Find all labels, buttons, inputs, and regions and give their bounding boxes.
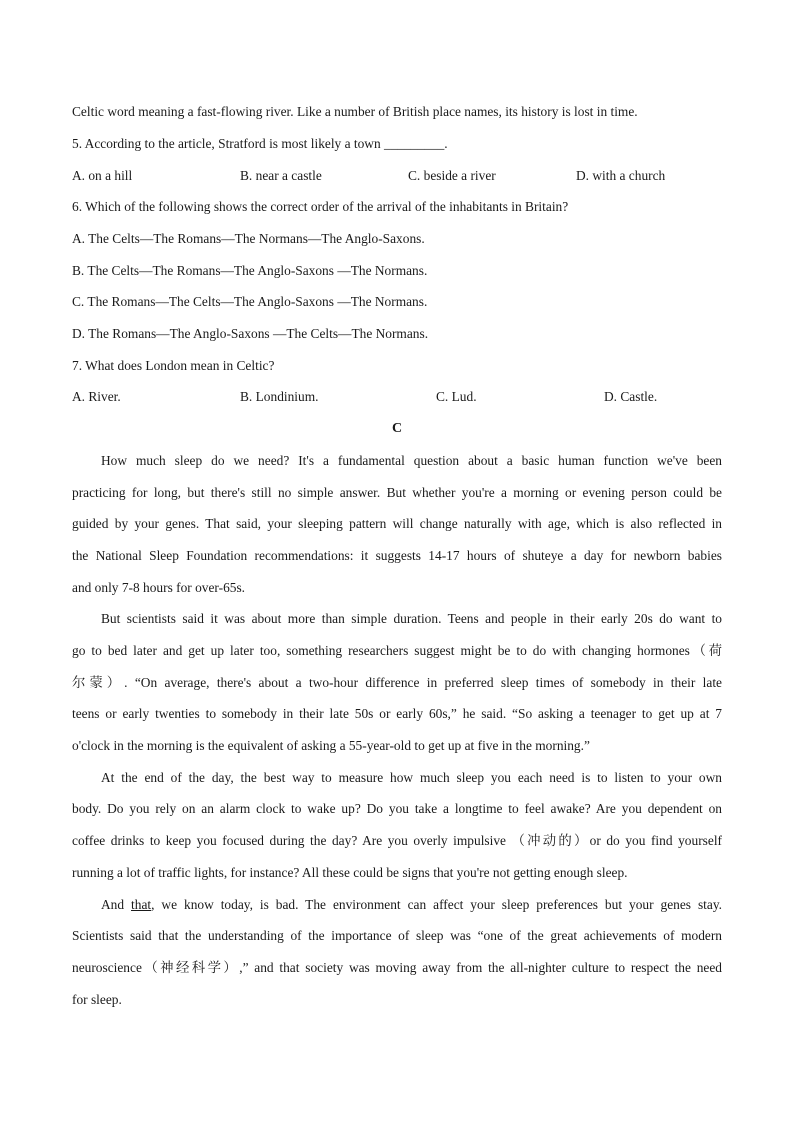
passage-c-p2-line-5: o'clock in the morning is the equivalent of asking a 55-year-old to get up at five in the morning.” — [72, 738, 590, 753]
question-6: 6. Which of the following shows the correct order of the arrival of the inhabitants in Britain? — [72, 199, 569, 214]
passage-b-last-line: Celtic word meaning a fast-flowing river. Like a number of British place names, its history is lost in time. — [72, 104, 638, 119]
q6-option-b: B. The Celts—The Romans—The Anglo-Saxons —The Normans. — [72, 263, 428, 278]
passage-c-p3-line-3: coffee drinks to keep you focused during the day? Are you overly impulsive （冲动的）or do you find yourself — [72, 833, 722, 848]
q5-option-d: D. with a church — [576, 168, 666, 183]
passage-c-p4-line-1 — [101, 895, 722, 915]
passage-c-p4-line-2: Scientists said that the understanding of the importance of sleep was “one of the great achievements of modern — [72, 928, 722, 943]
q6-option-c: C. The Romans—The Celts—The Anglo-Saxons —The Normans. — [72, 294, 428, 309]
passage-c-p2-line-2: go to bed later and get up later too, something researchers suggest might be to do with changing hormones（荷 — [72, 643, 722, 658]
section-title: C — [391, 421, 403, 436]
underlined-word-that: that — [131, 897, 152, 912]
passage-c-p1-line-1: How much sleep do we need? It's a fundamental question about a basic human function we've been — [101, 453, 722, 468]
q5-option-c: C. beside a river — [408, 168, 496, 183]
p4-intro: And — [101, 897, 132, 912]
q7-option-a: A. River. — [72, 389, 121, 404]
q7-option-c: C. Lud. — [436, 389, 477, 404]
passage-c-p1-line-4: the National Sleep Foundation recommendations: it suggests 14-17 hours of shuteye a day for newborn babies — [72, 548, 722, 563]
passage-c-p3-line-4: running a lot of traffic lights, for instance? All these could be signs that you're not getting enough sleep. — [72, 865, 628, 880]
q7-option-d: D. Castle. — [604, 389, 658, 404]
q7-option-b: B. Londinium. — [240, 389, 319, 404]
passage-c-p3-line-1: At the end of the day, the best way to measure how much sleep you each need is to listen to your own — [101, 770, 722, 785]
p4-rest: , we know today, is bad. The environment can affect your sleep preferences but your genes stay. — [151, 897, 722, 912]
passage-c-p4-line-3: neuroscience（神经科学）,” and that society was moving away from the all-nighter culture to respect the need — [72, 960, 722, 975]
question-7: 7. What does London mean in Celtic? — [72, 358, 275, 373]
passage-c-p1-line-3: guided by your genes. That said, your sleeping pattern will change naturally with age, which is also reflected in — [72, 516, 722, 531]
passage-c-p2-line-1: But scientists said it was about more than simple duration. Teens and people in their early 20s do want to — [101, 611, 722, 626]
q6-option-d: D. The Romans—The Anglo-Saxons —The Celts—The Normans. — [72, 326, 429, 341]
q5-option-a: A. on a hill — [72, 168, 133, 183]
passage-c-p1-line-5: and only 7-8 hours for over-65s. — [72, 580, 246, 595]
passage-c-p3-line-2: body. Do you rely on an alarm clock to wake up? Do you take a longtime to feel awake? Are you dependent on — [72, 801, 722, 816]
q6-option-a: A. The Celts—The Romans—The Normans—The Anglo-Saxons. — [72, 231, 425, 246]
passage-c-p2-line-4: teens or early twenties to somebody in their late 50s or early 60s,” he said. “So asking a teenager to get up at 7 — [72, 706, 722, 721]
passage-c-p1-line-2: practicing for long, but there's still no simple answer. But whether you're a morning or evening person could be — [72, 485, 722, 500]
question-5: 5. According to the article, Stratford is most likely a town _________. — [72, 136, 448, 151]
passage-c-p4-line-4: for sleep. — [72, 992, 122, 1007]
q5-option-b: B. near a castle — [240, 168, 322, 183]
passage-c-p2-line-3: 尔蒙）. “On average, there's about a two-hour difference in preferred sleep times of somebody in their late — [72, 675, 722, 690]
